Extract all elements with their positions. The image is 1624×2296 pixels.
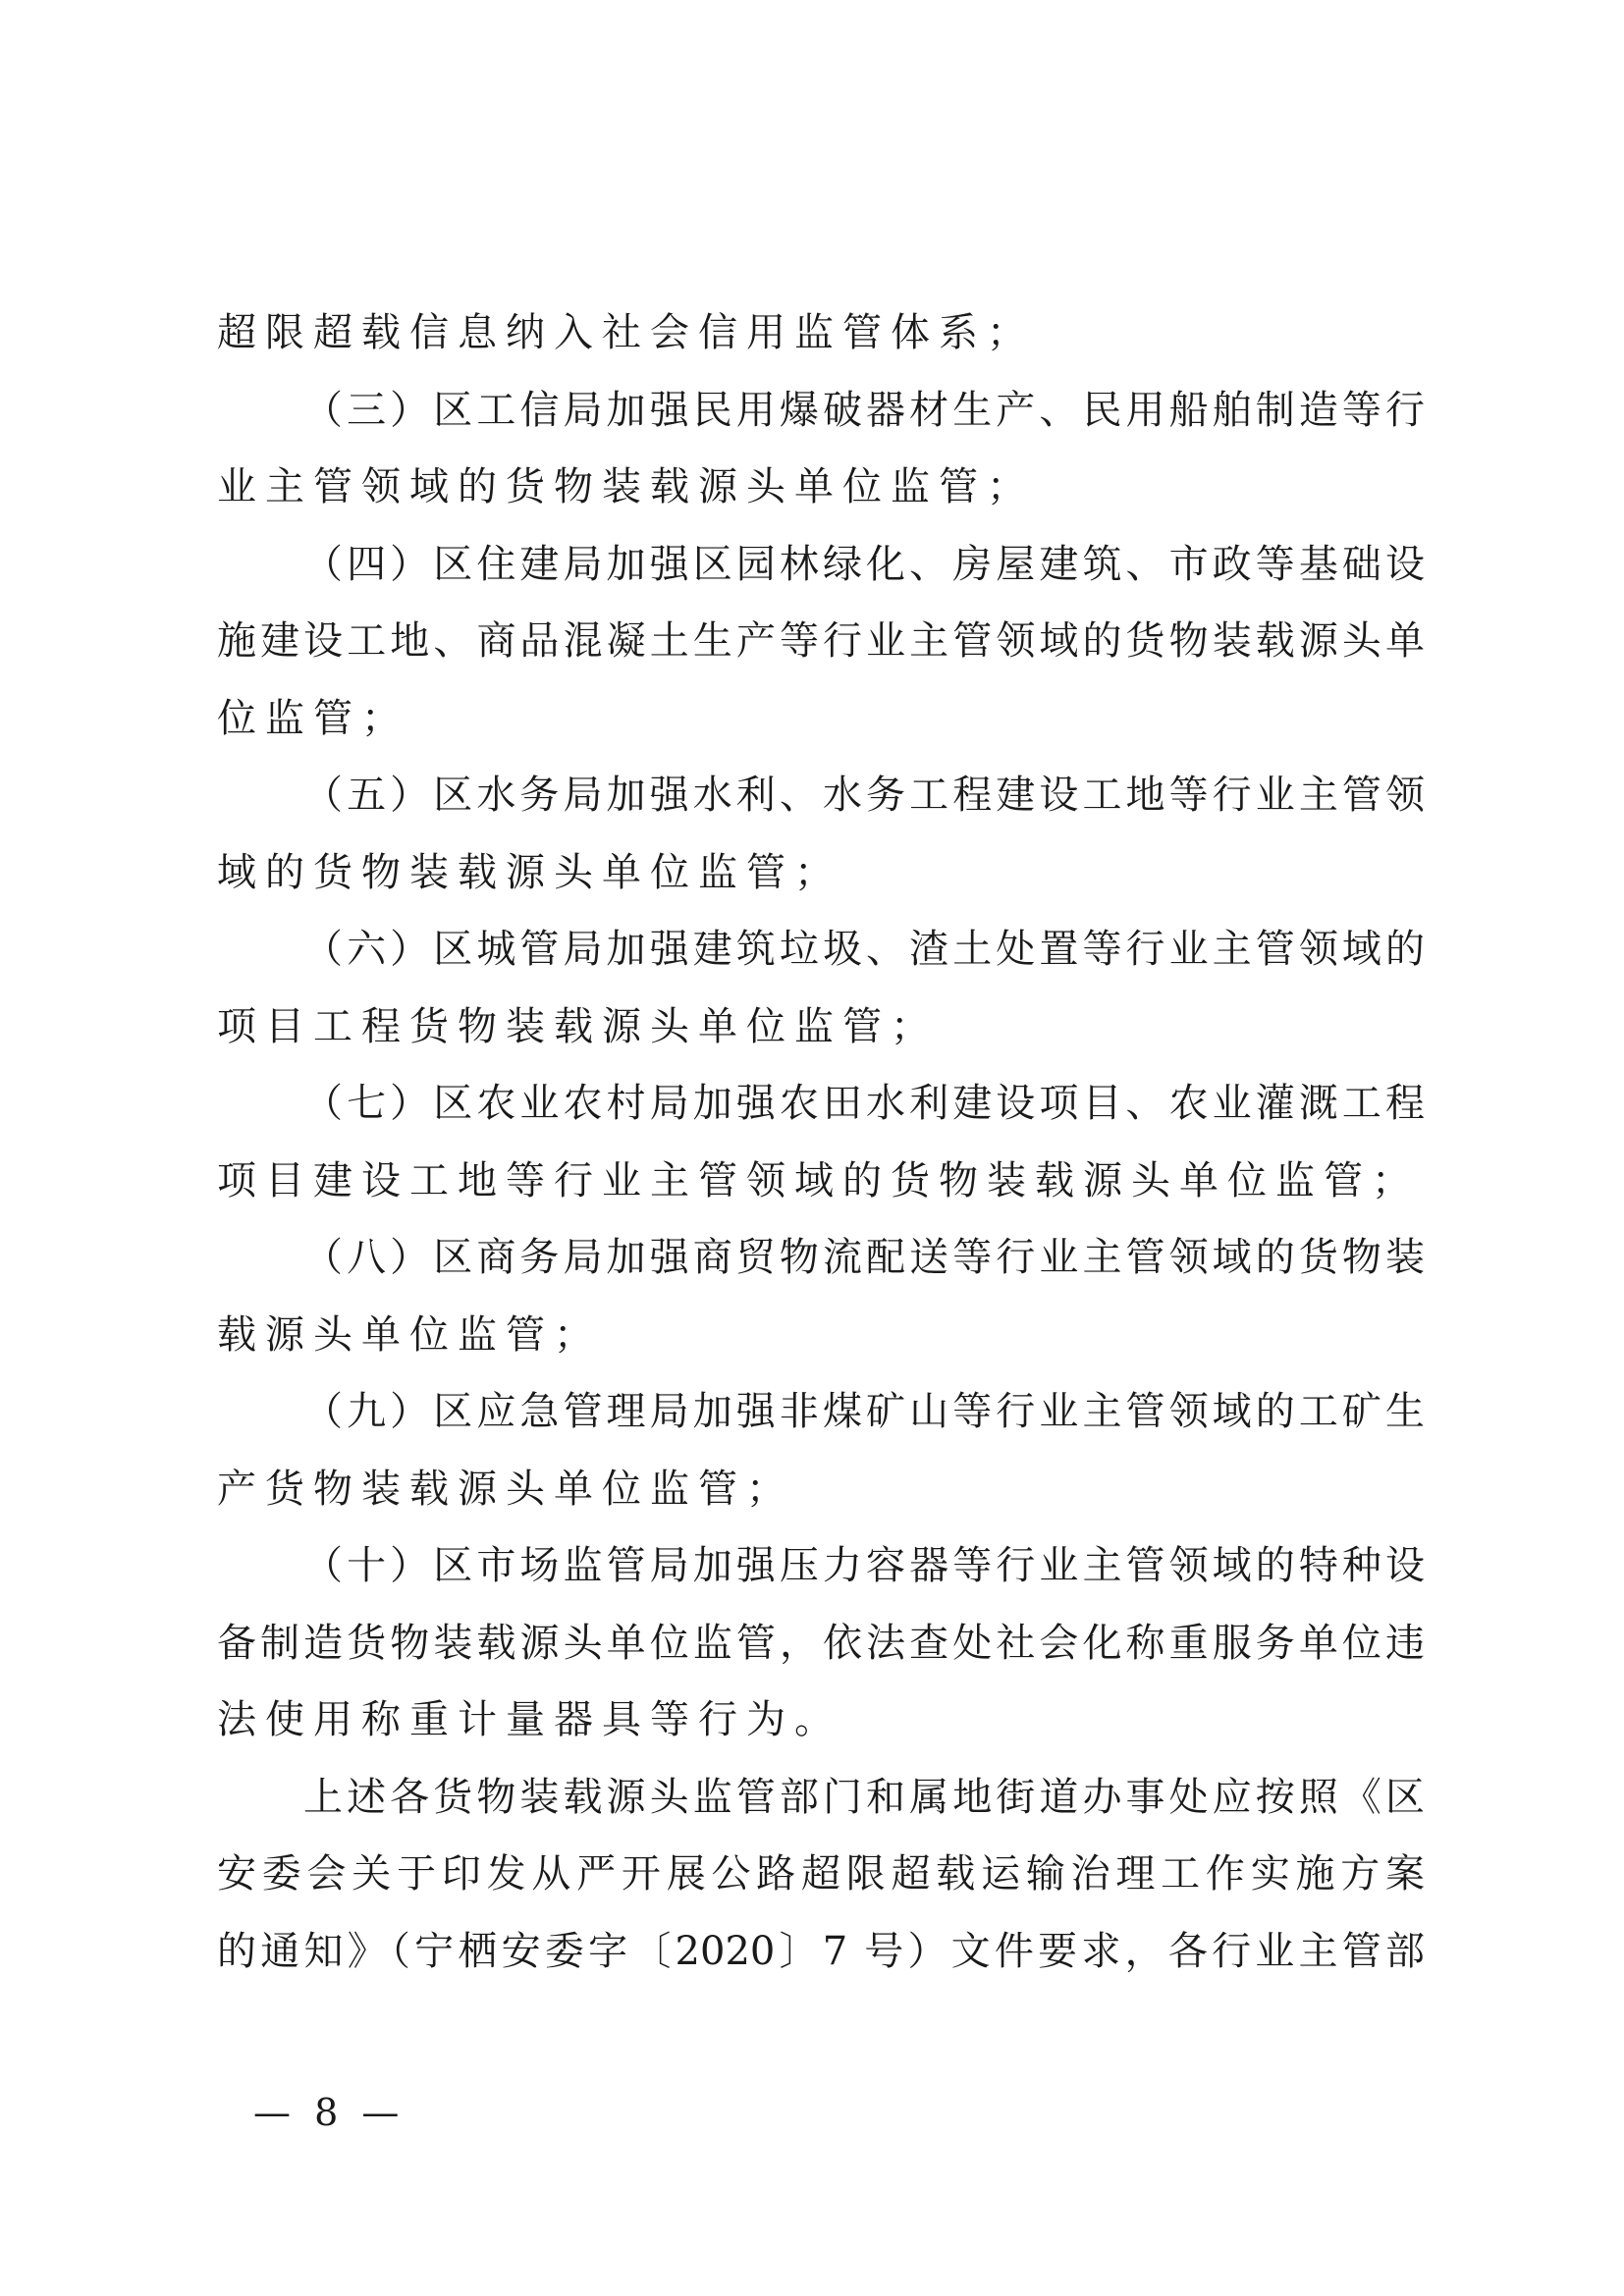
text-line: （九）区应急管理局加强非煤矿山等行业主管领域的工矿生 <box>303 1389 1425 1434</box>
text-line: 产货物装载源头单位监管； <box>217 1466 794 1512</box>
text-line: （四）区住建局加强区园林绿化、房屋建筑、市政等基础设 <box>303 541 1425 587</box>
text-line: 超限超载信息纳入社会信用监管体系； <box>217 310 1035 355</box>
text-line: 法使用称重计量器具等行为。 <box>217 1697 842 1742</box>
document-body <box>217 294 1425 1990</box>
text-line: 施建设工地、商品混凝土生产等行业主管领域的货物装载源头单 <box>217 618 1425 664</box>
text-line: 上述各货物装载源头监管部门和属地街道办事处应按照《区 <box>303 1774 1425 1820</box>
text-line: 安委会关于印发从严开展公路超限超载运输治理工作实施方案 <box>217 1851 1425 1896</box>
text-line: （十）区市场监管局加强压力容器等行业主管领域的特种设 <box>303 1543 1425 1588</box>
text-line: （三）区工信局加强民用爆破器材生产、民用船舶制造等行 <box>303 387 1425 433</box>
text-line: 载源头单位监管； <box>217 1311 602 1358</box>
text-line: 域的货物装载源头单位监管； <box>217 849 842 895</box>
text-line: （七）区农业农村局加强农田水利建设项目、农业灌溉工程 <box>303 1081 1425 1126</box>
text-line: 项目工程货物装载源头单位监管； <box>217 1003 939 1049</box>
text-line: （六）区城管局加强建筑垃圾、渣土处置等行业主管领域的 <box>303 927 1425 972</box>
text-line: 业主管领域的货物装载源头单位监管； <box>217 464 1035 509</box>
text-line: 的通知》（宁栖安委字〔2020〕7 号）文件要求，各行业主管部 <box>217 1928 1425 1974</box>
text-line: 位监管； <box>217 695 409 741</box>
text-line: （八）区商务局加强商贸物流配送等行业主管领域的货物装 <box>303 1235 1425 1280</box>
text-line: （五）区水务局加强水利、水务工程建设工地等行业主管领 <box>303 773 1425 818</box>
text-line: 项目建设工地等行业主管领域的货物装载源头单位监管； <box>217 1157 1420 1203</box>
text-line: 备制造货物装载源头单位监管，依法查处社会化称重服务单位违 <box>217 1620 1425 1666</box>
page-number: — 8 — <box>253 2091 406 2134</box>
